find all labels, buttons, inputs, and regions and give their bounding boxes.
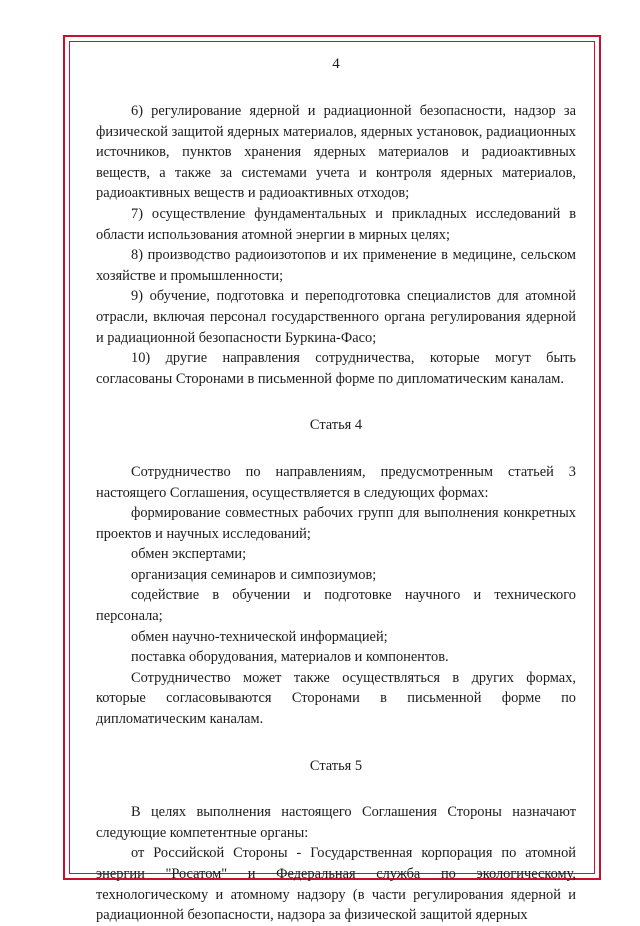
article3-item-8: 8) производство радиоизотопов и их применение в медицине, сельском хозяйстве и промышленности; bbox=[96, 247, 576, 284]
article5-russian-side: от Российской Стороны - Государственная корпорация по атомной энергии "Росатом" и Федеральная служба по экологическому, технологическому и атомному надзору (в части регулирования ядерной и радиационной безопасности, надзора за физической защитой ядерных bbox=[96, 845, 576, 924]
article4-form-equipment-supply: поставка оборудования, материалов и компонентов. bbox=[131, 649, 449, 666]
article4-form-working-groups: формирование совместных рабочих групп для выполнения конкретных проектов и научных исследований; bbox=[96, 505, 576, 542]
article4-other-forms: Сотрудничество может также осуществляться в других формах, которые согласовываются Сторонами в письменной форме по дипломатическим каналам. bbox=[96, 669, 576, 728]
article4-form-seminars: организация семинаров и симпозиумов; bbox=[131, 566, 377, 583]
article3-item-6: 6) регулирование ядерной и радиационной безопасности, надзор за физической защитой ядерных материалов, ядерных установок, радиационных источников, пунктов хранения ядерных материалов и радиоактивных веществ, а также за системами учета и контроля ядерных материалов, радиоактивных веществ и радиоактивных отходов; bbox=[96, 103, 576, 202]
article3-item-9: 9) обучение, подготовка и переподготовка специалистов для атомной отрасли, включая персонал государственного органа регулирования ядерной и радиационной безопасности Буркина-Фасо; bbox=[96, 288, 576, 346]
article5-heading: Статья 5 bbox=[309, 757, 363, 774]
article3-items bbox=[96, 101, 576, 389]
article3-item-10: 10) другие направления сотрудничества, которые могут быть согласованы Сторонами в письменной форме по дипломатическим каналам. bbox=[96, 350, 576, 387]
article4-body bbox=[96, 462, 576, 730]
article4-form-information-exchange: обмен научно-технической информацией; bbox=[131, 628, 388, 645]
article4-form-training: содействие в обучении и подготовке научного и технического персонала; bbox=[96, 587, 576, 625]
article4-form-expert-exchange: обмен экспертами; bbox=[131, 546, 247, 563]
page-number: 4 bbox=[332, 56, 340, 72]
article4-heading: Статья 4 bbox=[309, 417, 363, 434]
article4-intro: Сотрудничество по направлениям, предусмотренным статьей 3 настоящего Соглашения, осуществляется в следующих формах: bbox=[96, 463, 576, 501]
document-page bbox=[96, 56, 576, 926]
article5-body bbox=[96, 802, 576, 926]
article5-intro: В целях выполнения настоящего Соглашения Стороны назначают следующие компетентные органы: bbox=[96, 804, 576, 841]
article3-item-7: 7) осуществление фундаментальных и прикладных исследований в области использования атомной энергии в мирных целях; bbox=[96, 205, 576, 243]
